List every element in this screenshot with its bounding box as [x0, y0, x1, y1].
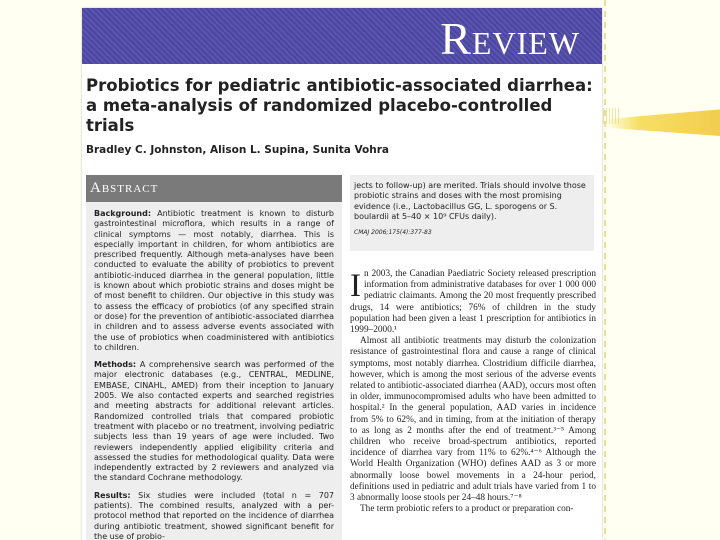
- abstract-body: [86, 202, 342, 540]
- body-paragraph-3: The term probiotic refers to a product or preparation con-: [360, 504, 574, 515]
- journal-citation: CMAJ 2006;175(4):377-83: [354, 229, 432, 237]
- slide-edge-decoration: [604, 0, 606, 540]
- article-page: [82, 8, 602, 540]
- methods-text: A comprehensive search was performed of the major electronic databases (e.g., CENTRAL, MEDLINE, EMBASE, CINAHL, AMED) from their inception to January 2005. We also contacted experts and searched registries and meeting abstracts for additional relevant articles. Randomized controlled trials that compared probiotic treatment with placebo or no treatment, involving pediatric subjects less than 19 years of age were included. Two reviewers independently applied eligibility criteria and assessed the studies for methodological quality. Data were independently extracted by 2 reviewers and analyzed via the standard Cochrane methodology.: [94, 360, 335, 483]
- body-paragraph-1: [350, 269, 596, 336]
- body-paragraph-2: Almost all antibiotic treatments may disturb the colonization resistance of gastrointestinal flora and cause a range of clinical symptoms, most notably diarrhea. Clostridium difficile diarrhea, however, which is among the most serious of the adverse events related to antibiotic-associated diarrhea (AAD), occurs most often in older, immunocompromised adults who have been admitted to hospital.² In the general population, AAD varies in incidence from 5% to 62%, and in timing, from at the initiation of therapy to as long as 2 months after the end of treatment.³⁻⁵ Among children who receive broad-spectrum antibiotics, reported incidence of diarrhea vary from 11% to 62%.⁴⁻⁶ Although the World Health Organization (WHO) defines AAD as 3 or more abnormally loose bowel movements in a 24-hour period, definitions used in pediatric and adult trials have varied from 1 to 3 abnormally loose stools per 24–48 hours.⁷⁻⁸: [350, 336, 596, 504]
- results-label: Results:: [94, 490, 131, 500]
- background-label: Background:: [94, 209, 152, 218]
- abstract-methods: [94, 360, 334, 484]
- abstract-heading: Abstract: [86, 175, 342, 202]
- abstract-box: [86, 175, 342, 540]
- highlighter-stroke-decoration: [605, 108, 720, 136]
- continuation-text: jects to follow-up) are merited. Trials should involve those probiotic strains and doses with the most promising evidence (i.e., Lactobacillus GG, L. sporogens or S. boulardii at 5–40 × 10⁹ CFUs daily).: [354, 181, 586, 221]
- review-banner: [82, 8, 602, 64]
- methods-label: Methods:: [94, 360, 137, 370]
- title-line-2: a meta-analysis of randomized placebo-controlled trials: [86, 96, 553, 135]
- article-body: [350, 251, 598, 515]
- author-list: Bradley C. Johnston, Alison L. Supina, Sunita Vohra: [86, 144, 390, 156]
- paragraph-1-text: n 2003, the Canadian Paediatric Society released prescription information from administrative databases for over 1 000 000 pediatric claimants. Among the 20 most frequently prescribed drugs, 14 were antibiotics; 76% of children in the study population had been given a least 1 prescription for antibiotics in 1999–2000.¹: [350, 269, 596, 336]
- background-text: Antibiotic treatment is known to disturb gastrointestinal microflora, which results in a range of clinical symptoms — most notably, diarrhea. This is especially important in children, for whom antibiotics are prescribed frequently. Although meta-analyses have been conducted to evaluate the ability of probiotics to prevent antibiotic-induced diarrhea in the general population, little is known about which probiotic strains and doses might be of most benefit to children. Our objective in this study was to assess the efficacy of probiotics (of any specified strain or dose) for the prevention of antibiotic-associated diarrhea in children and to assess adverse events associated with the use of probiotics when coadministered with antibiotics to children.: [94, 209, 334, 352]
- banner-label: Review: [440, 13, 580, 64]
- abstract-results: [94, 491, 334, 540]
- right-column: [350, 175, 602, 540]
- drop-cap: I: [350, 268, 361, 304]
- abstract-background: [94, 209, 334, 353]
- results-text: Six studies were included (total n = 707 patients). The combined results, analyzed with a per-protocol method that reported on the incidence of diarrhea during antibiotic treatment, showed significant benefit for the use of probio-: [94, 490, 334, 540]
- title-line-1: Probiotics for pediatric antibiotic-associated diarrhea:: [86, 76, 593, 95]
- abstract-continuation: [350, 175, 594, 251]
- article-title: [86, 76, 598, 136]
